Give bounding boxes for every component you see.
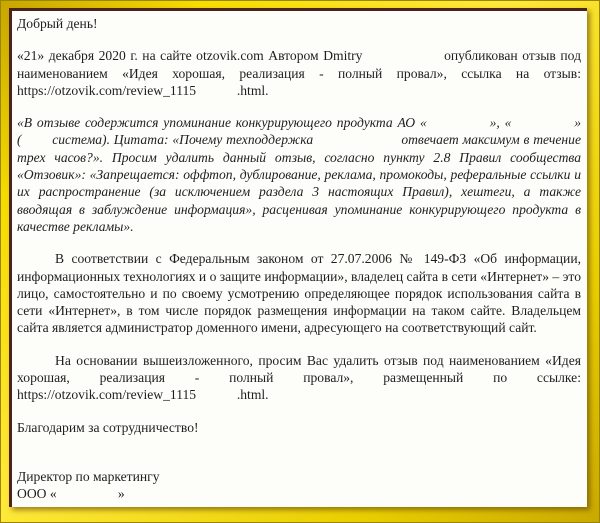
letter-body [12, 11, 587, 507]
greeting: Добрый день! [17, 16, 98, 31]
letter-document [9, 8, 587, 507]
signature-title: Директор по маркетингу [17, 468, 160, 484]
paragraph-quote-and-rules: «В отзыве содержится упоминание конкурирующего продукта АО « », « » ( система). Цитата: «Почему техподдержка отвечает максимум в течение трех часов?». Просим удалить данный отзыв, согласно пункту 2.8 Правил сообщества «Отзовик»: «Запрещается: оффтоп, дублирование, реклама, промокоды, реферальные ссылки и их распространение (за исключением раздела 3 настоящих Правил), хештеги, а также вводящая в заблуждение информация», расценивая упоминание конкурирующего продукта в качестве рекламы». [17, 115, 581, 234]
paragraph-removal-request: На основании вышеизложенного, просим Вас удалить отзыв под наименованием «Идея хорошая, реализация - полный провал», размещенный по ссылке: https://otzovik.com/review_1115 .html. [17, 352, 581, 403]
signature-company: ООО « » [17, 486, 125, 502]
closing-thanks: Благодарим за сотрудничество! [17, 419, 199, 435]
paragraph-federal-law: В соответствии с Федеральным законом от 27.07.2006 № 149-ФЗ «Об информации, информационных технологиях и о защите информации», владелец сайта в сети «Интернет» – это лицо, самостоятельно и по своему усмотрению определяющее порядок использования сайта в сети «Интернет», в том числе порядок размещения информации на таком сайте. Владельцем сайта является администратор доменного имени, адресующего на соответствующий сайт. [17, 251, 581, 336]
paragraph-review-info: «21» декабря 2020 г. на сайте otzovik.com Автором Dmitry опубликован отзыв под наименованием «Идея хорошая, реализация - полный провал», ссылка на отзыв: https://otzovik.com/review_1115 .html. [17, 48, 581, 98]
